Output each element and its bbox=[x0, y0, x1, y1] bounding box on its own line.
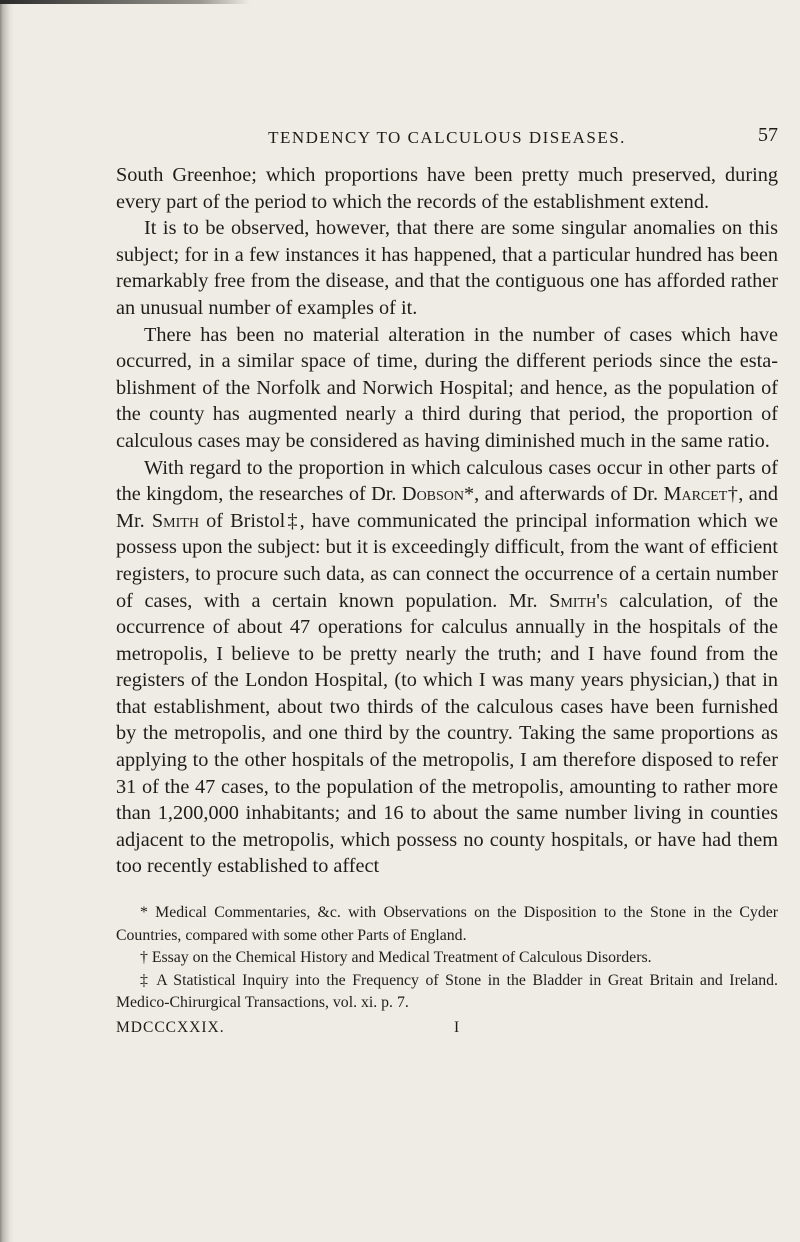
name-dobson: Dobson bbox=[401, 483, 465, 506]
p4-text-1: With regard to the proportion in which calculous cases occur in other parts of the kingdom, the researches of Dr. bbox=[116, 456, 778, 506]
paragraph-4 bbox=[116, 455, 778, 881]
signature-line bbox=[116, 1019, 778, 1041]
p4-text-3: , and Mr. bbox=[116, 483, 778, 532]
page-binding-edge bbox=[0, 0, 14, 1242]
paragraph-1: South Greenhoe; which proportions have been pretty much preserved, during every part of the period to which the records of the establishment extend. bbox=[116, 164, 778, 213]
p4-text-4: of Bristol bbox=[198, 509, 286, 532]
footnote-3: ‡ A Statistical Inquiry into the Frequency of Stone in the Bladder in Great Britain and Ireland. Medico-Chirurgical Transactions, vol. xi. p. 7. bbox=[116, 971, 778, 1012]
footnote-mark-3: ‡ bbox=[285, 509, 300, 532]
paragraph-2: It is to be observed, however, that there are some singular anomalies on this subject; for in a few instances it has happened, that a particular hundred has been remarkably free from the disease, and that the contiguous one has afforded rather an unusual number of examples of it. bbox=[116, 217, 778, 319]
p4-text-2: , and afterwards of Dr. bbox=[474, 483, 664, 506]
footnote-mark-1: * bbox=[464, 483, 475, 506]
name-smiths: Smith's bbox=[549, 589, 608, 612]
page-number: 57 bbox=[758, 124, 778, 146]
signature-letter: I bbox=[454, 1018, 461, 1036]
footnote-2: † Essay on the Chemical History and Medical Treatment of Calculous Disorders. bbox=[140, 949, 652, 967]
name-marcet: Marcet bbox=[663, 483, 728, 506]
book-page bbox=[116, 124, 779, 1041]
footnotes bbox=[116, 902, 778, 1015]
top-edge-rule bbox=[0, 0, 250, 4]
body-text bbox=[116, 162, 778, 880]
signature-mark: MDCCCXXIX. bbox=[116, 1018, 225, 1036]
footnote-mark-2: † bbox=[727, 483, 739, 506]
running-title: TENDENCY TO CALCULOUS DISEASES. bbox=[268, 128, 626, 147]
paragraph-3: There has been no material alteration in the number of cases which have occurred, in a similar space of time, during the different periods since the esta-blishment of the Norfolk and Norwich Hospital; and hence, as the population of the county has augmented nearly a third during that period, the proportion of calculous cases may be considered as having diminished much in the same ratio. bbox=[116, 323, 778, 452]
footnote-1: * Medical Commentaries, &c. with Observations on the Disposition to the Stone in the Cyder Countries, compared with some other Parts of England. bbox=[116, 904, 778, 944]
running-head bbox=[116, 124, 778, 162]
name-smith: Smith bbox=[151, 509, 199, 532]
p4-text-5: , have communicated the principal information which we possess upon the subject: but it is exceedingly difficult, from the want of efficient registers, to procure such data, as can connect the occurrence of a certain number of cases, with a certain known population. Mr. bbox=[116, 509, 779, 612]
p4-text-6: calculation, of the occurrence of about 47 operations for calculus annually in the hospitals of the metropolis, I believe to be pretty nearly the truth; and I have found from the registers of the London Hospital, (to which I was many years physician,) that in that establishment, about two thirds of the calculous cases have been furnished by the metropolis, and one third by the country. Taking the same proportions as applying to the other hospitals of the metropolis, I am therefore disposed to refer 31 of the 47 cases, to the population of the metropolis, amounting to rather more than 1,200,000 inhabitants; and 16 to about the same number living in counties adjacent to the metropolis, which possess no county hospitals, or have had them too recently established to affect bbox=[116, 589, 778, 878]
